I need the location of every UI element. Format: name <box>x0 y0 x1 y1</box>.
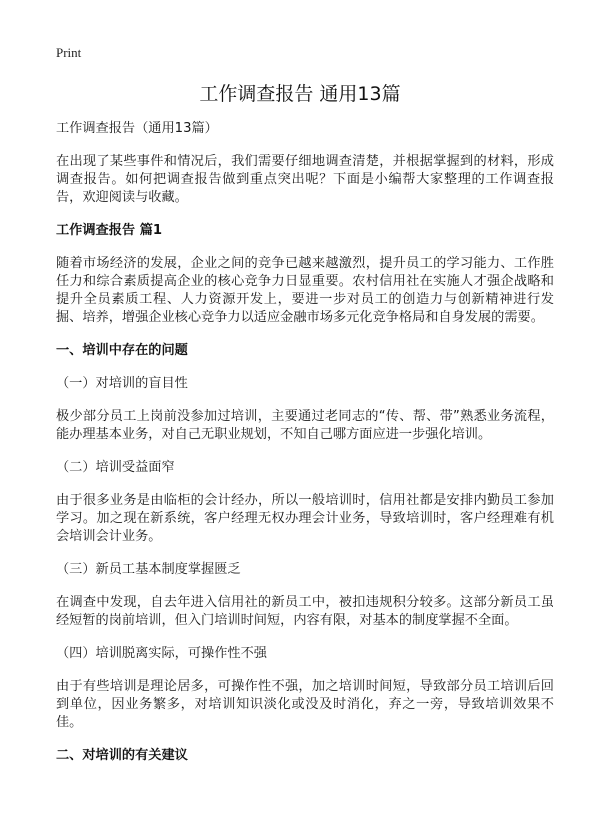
section-heading: 工作调查报告 篇1 <box>56 223 163 238</box>
subsection-title: （一）对培训的盲目性 <box>56 376 188 391</box>
page-title: 工作调查报告 通用13篇 <box>199 83 401 105</box>
subsection-paragraph: 由于很多业务是由临柜的会计经办，所以一般培训时，信用社都是安排内勤员工参加学习。加之现在新系统，客户经理无权办理会计业务，导致培训时，客户经理难有机会培训会计业务。 <box>56 493 554 544</box>
subsection-title: （三）新员工基本制度掌握匮乏 <box>56 562 241 577</box>
intro-paragraph: 在出现了某些事件和情况后，我们需要仔细地调查清楚，并根据掌握到的材料，形成调查报告。如何把调查报告做到重点突出呢？下面是小编帮大家整理的工作调查报告，欢迎阅读与收藏。 <box>56 154 554 205</box>
subsection-title: （二）培训受益面窄 <box>56 460 175 475</box>
subsection-title: （四）培训脱离实际，可操作性不强 <box>56 646 267 661</box>
subsection-paragraph: 由于有些培训是理论居多，可操作性不强，加之培训时间短，导致部分员工培训后回到单位，因业务繁多，对培训知识淡化或没及时消化，弃之一旁，导致培训效果不佳。 <box>56 679 554 730</box>
suggestions-heading: 二、对培训的有关建议 <box>56 748 188 763</box>
section-paragraph: 随着市场经济的发展，企业之间的竞争已越来越激烈，提升员工的学习能力、工作胜任力和综合素质提高企业的核心竞争力日显重要。农村信用社在实施人才强企战略和提升全员素质工程、人力资源开发上，要进一步对员工的创造力与创新精神进行发掘、培养，增强企业核心竞争力以适应金融市场多元化竞争格局和自身发展的需要。 <box>56 256 554 325</box>
problems-heading: 一、培训中存在的问题 <box>56 343 188 358</box>
print-link[interactable]: Print <box>56 45 82 60</box>
subsection-paragraph: 在调查中发现，自去年进入信用社的新员工中，被扣违规积分较多。这部分新员工虽经短暂的岗前培训，但入门培训时间短，内容有限，对基本的制度掌握不全面。 <box>56 595 554 628</box>
subtitle: 工作调查报告（通用13篇） <box>56 121 218 136</box>
document-body <box>56 120 554 765</box>
subsection-paragraph: 极少部分员工上岗前没参加过培训，主要通过老同志的“传、帮、带”熟悉业务流程，能办理基本业务，对自己无职业规划，不知自己哪方面应进一步强化培训。 <box>56 409 554 442</box>
